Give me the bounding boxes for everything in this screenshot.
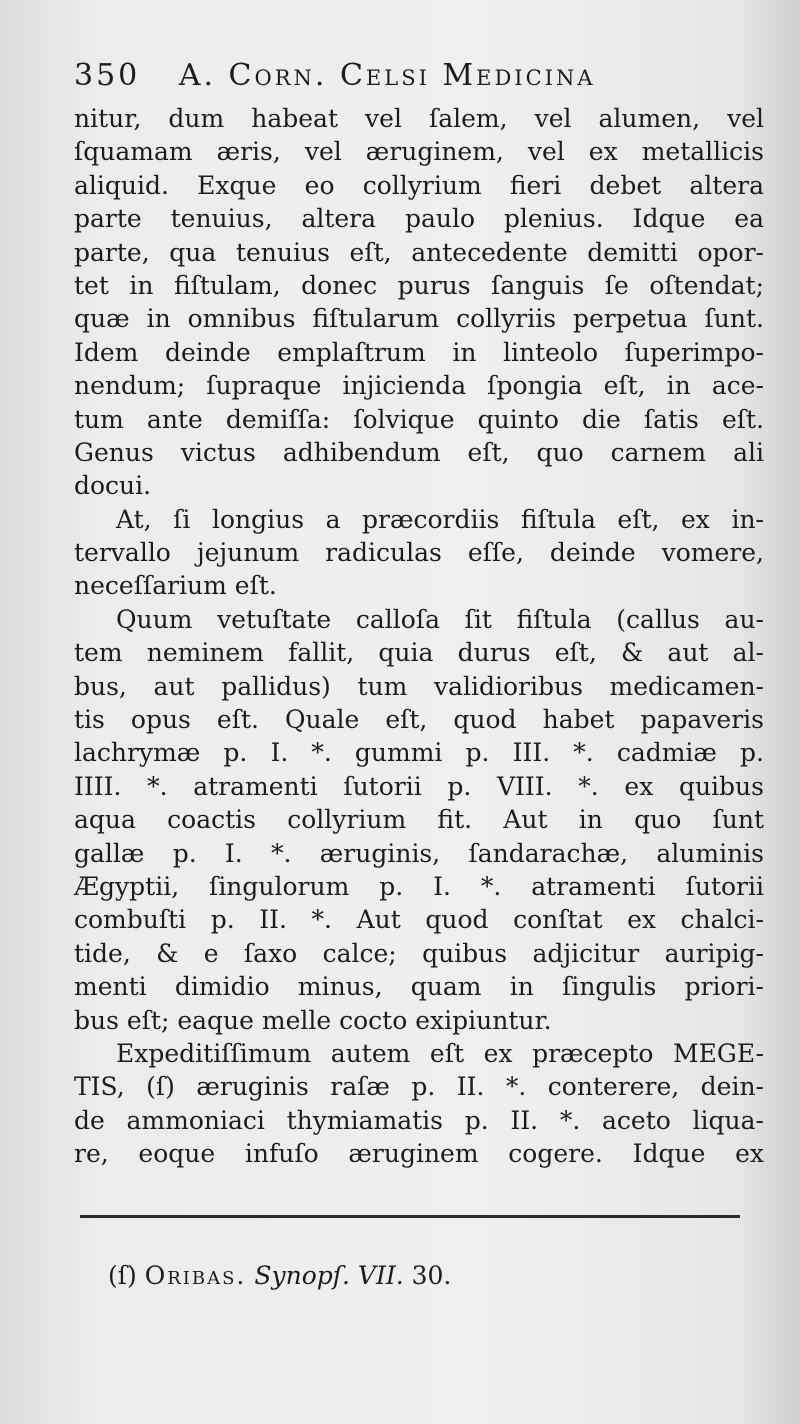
text-line: aliquid. Exque eo collyrium fieri debet altera <box>74 170 764 200</box>
text-line: At, ſi longius a præcordiis fiſtula eſt, ex in- <box>116 504 764 534</box>
text-line: TIS, (ſ) æruginis raſæ p. II. *. conterere, dein- <box>74 1072 764 1102</box>
footnote <box>108 1256 451 1296</box>
text-line: neceſſarium eſt. <box>74 571 277 601</box>
running-title: A. Corn. Celsi Medicina <box>178 58 596 93</box>
running-header <box>74 52 754 100</box>
text-line: nitur, dum habeat vel ſalem, vel alumen, vel <box>74 104 764 133</box>
text-line: Genus victus adhibendum eſt, quo carnem ali <box>74 437 764 467</box>
footnote-section: 30. <box>411 1261 452 1290</box>
footnote-author: Oribas. <box>144 1261 247 1290</box>
text-line: IIII. *. atramenti ſutorii p. VIII. *. ex quibus <box>74 771 764 801</box>
text-line: menti dimidio minus, quam in ſingulis priori- <box>74 972 764 1002</box>
text-line: quæ in omnibus fiſtularum collyriis perpetua ſunt. <box>74 304 764 334</box>
text-line: Expeditiſſimum autem eſt ex præcepto MEGE- <box>116 1038 764 1068</box>
footnote-work: Synopſ. VII. <box>254 1261 404 1290</box>
text-line: lachrymæ p. I. *. gummi p. III. *. cadmiæ p. <box>74 738 764 768</box>
text-line: nendum; ſupraque injicienda ſpongia eſt, in ace- <box>74 371 764 401</box>
text-line: Idem deinde emplaſtrum in linteolo ſuperimpo- <box>74 337 764 367</box>
text-line: bus, aut pallidus) tum validioribus medicamen- <box>74 671 764 701</box>
text-line: docui. <box>74 471 152 501</box>
text-line: tem neminem fallit, quia durus eſt, & aut al- <box>74 638 764 668</box>
text-line: re, eoque infuſo æruginem cogere. Idque ex <box>74 1139 764 1169</box>
page-number: 350 <box>74 58 141 93</box>
footnote-divider <box>80 1215 740 1218</box>
text-line: gallæ p. I. *. æruginis, ſandarachæ, aluminis <box>74 838 764 868</box>
text-line: Quum vetuſtate calloſa ſit fiſtula (callus au- <box>116 604 764 634</box>
text-line: tet in fiſtulam, donec purus ſanguis ſe oſtendat; <box>74 270 764 300</box>
text-line: parte, qua tenuius eſt, antecedente demitti opor- <box>74 237 764 267</box>
text-line: Ægyptii, ſingulorum p. I. *. atramenti ſutorii <box>74 871 764 901</box>
text-line: tervallo jejunum radiculas eſſe, deinde vomere, <box>74 538 764 568</box>
footnote-marker: (ſ) <box>108 1261 137 1290</box>
text-line: parte tenuius, altera paulo plenius. Idque ea <box>74 204 764 234</box>
text-line: de ammoniaci thymiamatis p. II. *. aceto liqua- <box>74 1105 764 1135</box>
text-line: tis opus eſt. Quale eſt, quod habet papaveris <box>74 705 764 735</box>
text-line: ſquamam æris, vel æruginem, vel ex metallicis <box>74 137 764 167</box>
text-line: aqua coactis collyrium fit. Aut in quo ſunt <box>74 805 764 835</box>
text-line: tide, & e ſaxo calce; quibus adjicitur auripig- <box>74 938 764 968</box>
text-line: tum ante demiſſa: ſolvique quinto die ſatis eſt. <box>74 404 764 434</box>
text-line: combuſti p. II. *. Aut quod conſtat ex chalci- <box>74 905 764 935</box>
body-text <box>74 102 764 1171</box>
text-line: bus eſt; eaque melle cocto exipiuntur. <box>74 1005 552 1035</box>
